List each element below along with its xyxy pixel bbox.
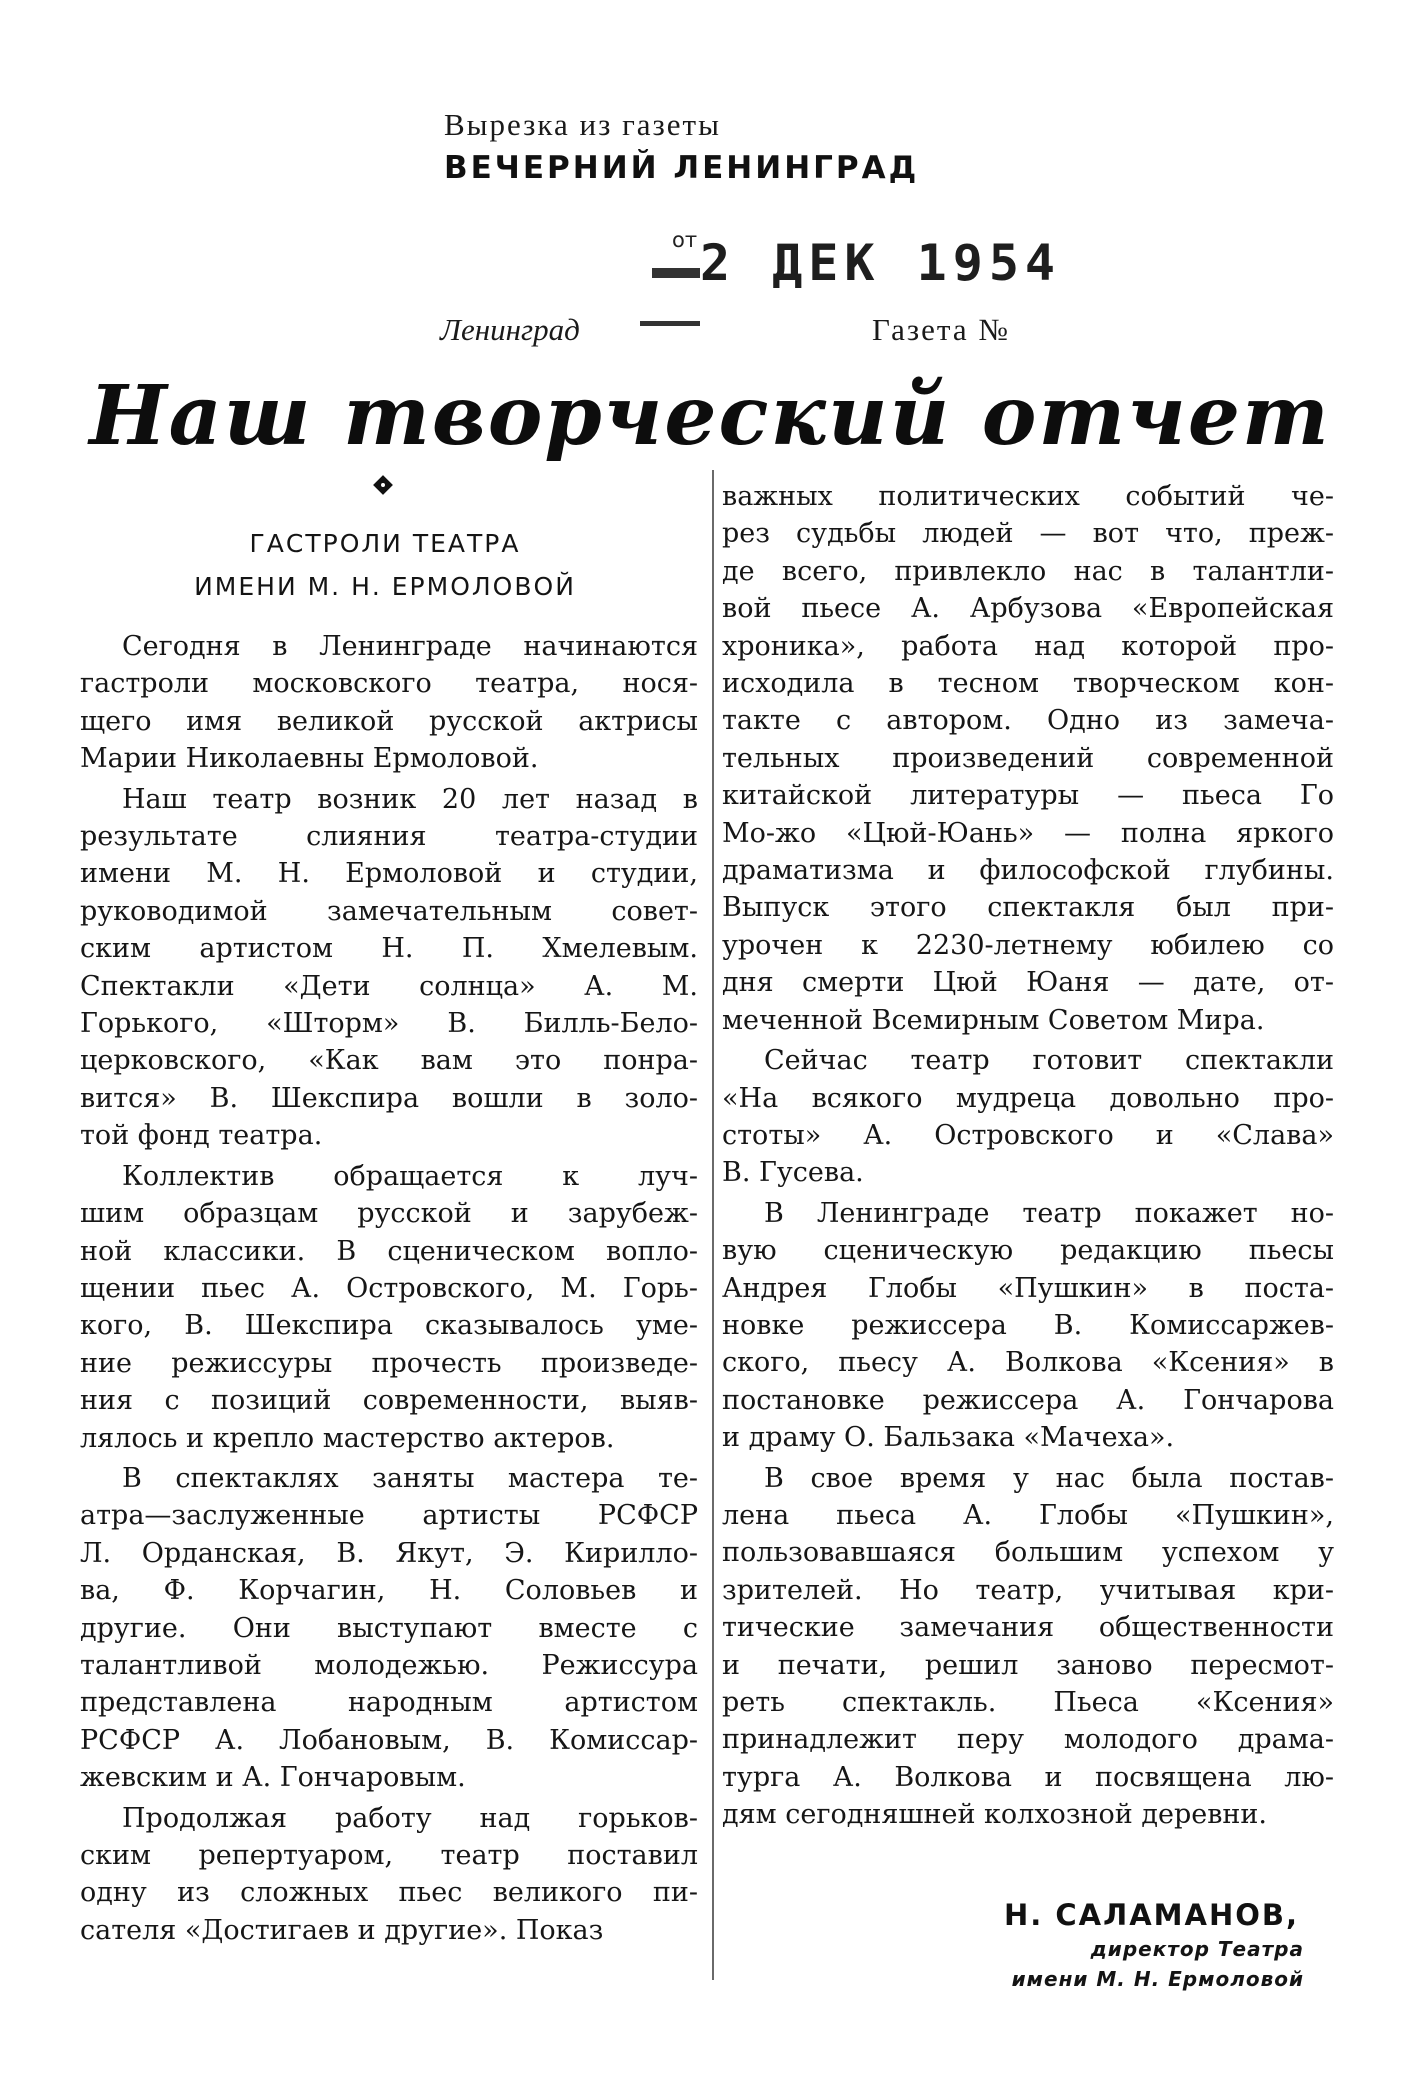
issue-number-label: Газета № (872, 312, 1010, 347)
text-line: жевским и А. Гончаровым. (80, 1762, 466, 1794)
text-line: зрителей. Но театр, учитывая кри- (722, 1574, 1334, 1606)
text-line: Сейчас театр готовит спектакли (764, 1045, 1334, 1077)
text-line: Спектакли «Дети солнца» А. М. (80, 970, 698, 1002)
article-paragraph (80, 1158, 698, 1457)
text-line: и драму О. Бальзака «Мачеха». (722, 1422, 1175, 1454)
subhead-line-1: ГАСТРОЛИ ТЕАТРА (249, 529, 521, 558)
article-right-column (722, 478, 1334, 1837)
text-line: одну из сложных пьес великого пи- (80, 1877, 698, 1909)
text-line: ной классики. В сценическом вопло- (80, 1235, 698, 1267)
text-line: рез судьбы людей — вот что, преж- (722, 518, 1334, 550)
text-line: руководимой замечательным совет- (80, 895, 698, 927)
stamp-dash-mark (652, 268, 700, 278)
text-line: Наш театр возник 20 лет назад в (122, 783, 698, 815)
text-line: новке режиссера В. Комиссаржев- (722, 1309, 1334, 1341)
text-line: РСФСР А. Лобановым, В. Комиссар- (80, 1724, 698, 1756)
diamond-ornament-center (381, 483, 385, 487)
text-line: В свое время у нас была постав- (764, 1462, 1334, 1494)
text-line: вится» В. Шекспира вошли в золо- (80, 1082, 698, 1114)
author-title-line-1: директор Театра (1090, 1937, 1304, 1961)
clipping-source-label: Вырезка из газеты (444, 107, 721, 142)
text-line: принадлежит перу молодого драма- (722, 1724, 1334, 1756)
text-line: церковского, «Как вам это понра- (80, 1045, 698, 1077)
text-line: китайской литературы — пьеса Го (722, 780, 1334, 812)
text-line: сателя «Достигаев и другие». Показ (80, 1914, 604, 1946)
text-line: ние режиссуры прочесть произведе- (80, 1347, 698, 1379)
text-line: лялось и крепло мастерство актеров. (80, 1422, 615, 1454)
text-line: ния с позиций современности, выяв- (80, 1385, 698, 1417)
city-label: Ленинград (440, 312, 580, 347)
text-line: той фонд театра. (80, 1120, 323, 1152)
text-line: и печати, решил заново пересмот- (722, 1649, 1334, 1681)
date-stamp: 2 ДЕК 1954 (700, 234, 1062, 292)
text-line: имени М. Н. Ермоловой и студии, (80, 858, 698, 890)
stamp-city-dash (640, 321, 700, 326)
article-subhead (150, 522, 620, 608)
text-line: меченной Всемирным Советом Мира. (722, 1004, 1265, 1036)
text-line: кого, В. Шекспира сказывалось уме- (80, 1310, 698, 1342)
article-paragraph (80, 1460, 698, 1797)
author-title-line-2: имени М. Н. Ермоловой (1011, 1967, 1304, 1991)
text-line: «На всякого мудреца довольно про- (722, 1082, 1334, 1114)
author-signature-name: Н. САЛАМАНОВ, (1004, 1898, 1299, 1932)
article-paragraph (722, 478, 1334, 1039)
text-line: Мо-жо «Цюй-Юань» — полна яркого (722, 817, 1334, 849)
text-line: постановке режиссера А. Гончарова (722, 1384, 1334, 1416)
article-left-column (80, 628, 698, 1952)
text-line: тические замечания общественности (722, 1612, 1334, 1644)
text-line: Коллектив обращается к луч- (122, 1160, 698, 1192)
text-line: лена пьеса А. Глобы «Пушкин», (722, 1499, 1334, 1531)
text-line: ва, Ф. Корчагин, Н. Соловьев и (80, 1575, 698, 1607)
article-paragraph (722, 1042, 1334, 1192)
text-line: ским артистом Н. П. Хмелевым. (80, 933, 698, 965)
text-line: вой пьесе А. Арбузова «Европейская (722, 593, 1334, 625)
text-line: В Ленинграде театр покажет но- (764, 1197, 1334, 1229)
article-paragraph (80, 1800, 698, 1950)
text-line: Сегодня в Ленинграде начинаются (122, 631, 698, 662)
article-headline: Наш творческий отчет (89, 368, 1331, 464)
text-line: талантливой молодежью. Режиссура (80, 1649, 698, 1681)
text-line: Выпуск этого спектакля был при- (722, 892, 1334, 924)
text-line: исходила в тесном творческом кон- (722, 668, 1334, 700)
article-paragraph (722, 1195, 1334, 1457)
text-line: шим образцам русской и зарубеж- (80, 1198, 698, 1230)
text-line: В. Гусева. (722, 1157, 864, 1189)
text-line: пользовавшаяся большим успехом у (722, 1537, 1334, 1569)
text-line: представлена народным артистом (80, 1687, 698, 1719)
text-line: В спектаклях заняты мастера те- (122, 1462, 698, 1494)
text-line: Продолжая работу над горьков- (122, 1802, 698, 1834)
article-paragraph (80, 628, 698, 778)
text-line: тельных произведений современной (722, 742, 1334, 774)
text-line: атра—заслуженные артисты РСФСР (80, 1500, 698, 1532)
subhead-line-2: ИМЕНИ М. Н. ЕРМОЛОВОЙ (194, 572, 576, 601)
text-line: гастроли московского театра, нося- (80, 668, 698, 700)
column-divider (712, 470, 714, 1980)
text-line: вую сценическую редакцию пьесы (722, 1235, 1334, 1267)
text-line: дям сегодняшней колхозной деревни. (722, 1799, 1268, 1831)
article-paragraph (80, 781, 698, 1155)
text-line: щении пьес А. Островского, М. Горь- (80, 1272, 698, 1304)
text-line: хроника», работа над которой про- (722, 630, 1334, 662)
text-line: стоты» А. Островского и «Слава» (722, 1119, 1334, 1151)
text-line: Марии Николаевны Ермоловой. (80, 743, 539, 775)
text-line: урочен к 2230-летнему юбилею со (722, 929, 1334, 961)
text-line: ского, пьесу А. Волкова «Ксения» в (722, 1347, 1334, 1379)
text-line: важных политических событий че- (722, 481, 1334, 512)
text-line: драматизма и философской глубины. (722, 855, 1334, 887)
text-line: Горького, «Шторм» В. Билль-Бело- (80, 1008, 698, 1040)
text-line: де всего, привлекло нас в талантли- (722, 555, 1334, 587)
text-line: дня смерти Цюй Юаня — дате, от- (722, 967, 1334, 999)
text-line: такте с автором. Одно из замеча- (722, 705, 1334, 737)
article-paragraph (722, 1460, 1334, 1834)
newspaper-name: ВЕЧЕРНИЙ ЛЕНИНГРАД (444, 150, 920, 186)
text-line: другие. Они выступают вместе с (80, 1612, 698, 1644)
text-line: ским репертуаром, театр поставил (80, 1840, 698, 1871)
text-line: турга А. Волкова и посвящена лю- (722, 1761, 1334, 1793)
text-line: щего имя великой русской актрисы (80, 705, 698, 737)
text-line: результате слияния театра-студии (80, 821, 698, 853)
author-signature-title (960, 1934, 1304, 1994)
date-prefix-label: от (672, 228, 698, 252)
text-line: Л. Орданская, В. Якут, Э. Кирилло- (80, 1537, 698, 1569)
text-line: Андрея Глобы «Пушкин» в поста- (722, 1272, 1334, 1304)
text-line: реть спектакль. Пьеса «Ксения» (722, 1687, 1334, 1718)
